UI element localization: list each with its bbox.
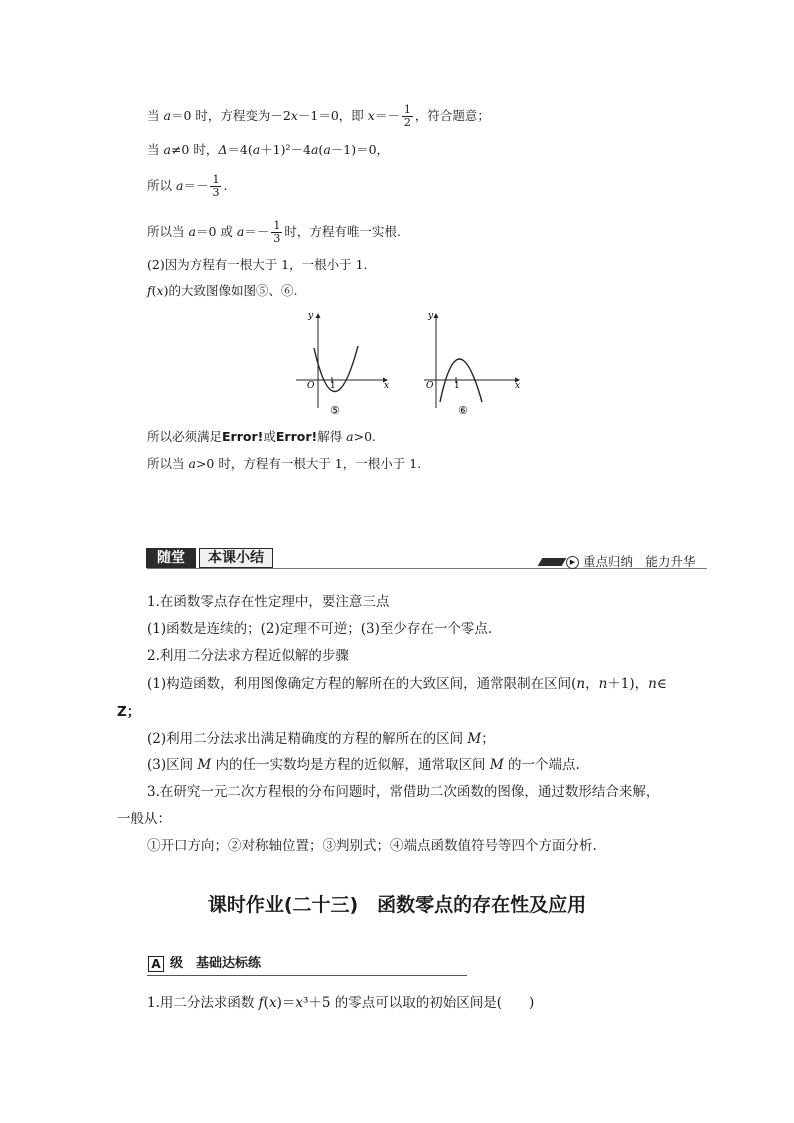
banner-tag-suitang: 随堂 [146, 548, 196, 568]
solution-line-4: 所以当 a＝0 或 a＝－ $\frac{1}{3}$ 时，方程有唯一实根. [147, 219, 401, 245]
question-1: 1.用二分法求函数 f(x)＝x³＋5 的零点可以取的初始区间是( ) [147, 995, 535, 1011]
fig5-one-label: 1 [330, 381, 336, 391]
fig5-y-arrow [316, 313, 321, 318]
fig5-parabola [314, 346, 358, 392]
fig6-y-arrow [434, 313, 439, 318]
fig6-origin: O [426, 381, 434, 391]
solution-line-1: 当 a＝0 时，方程变为－2x－1＝0，即 x＝－ $\frac{1}{2}$ ，符合题意； [147, 103, 490, 129]
summary-point-1: 1.在函数零点存在性定理中，要注意三点 [147, 594, 390, 610]
figure-6 [418, 308, 528, 420]
fig5-origin: O [307, 381, 315, 391]
solution-line-5: (2)因为方程有一根大于 1，一根小于 1. [147, 257, 368, 272]
fraction-one-third: $\frac{1}{3}$ [212, 173, 220, 199]
fig5-caption: ⑤ [330, 404, 340, 417]
level-a-label: 级 基础达标练 [170, 956, 262, 971]
solution-line-3: 所以 a＝－ $\frac{1}{3}$ . [147, 173, 228, 199]
solution-line-8: 所以当 a>0 时，方程有一根大于 1，一根小于 1. [147, 456, 422, 471]
fig5-y-label: y [308, 311, 314, 321]
banner-accent-bar [538, 558, 567, 566]
summary-step-3: (3)区间 M 内的任一实数均是方程的近似解，通常取区间 M 的一个端点. [147, 757, 580, 773]
fig6-x-label: x [515, 381, 521, 391]
summary-point-2: 2.利用二分法求方程近似解的步骤 [147, 648, 349, 664]
fraction-one-third-b: $\frac{1}{3}$ [273, 219, 281, 245]
banner-tag-summary: 本课小结 [199, 548, 273, 568]
homework-title: 课时作业(二十三) 函数零点的存在性及应用 [207, 894, 587, 916]
summary-point-3: 3.在研究一元二次方程根的分布问题时，常借助二次函数的图像，通过数形结合来解， [147, 784, 660, 800]
summary-point-3-list: ①开口方向；②对称轴位置；③判别式；④端点函数值符号等四个方面分析. [147, 838, 597, 854]
play-icon: ▶ [566, 556, 579, 569]
fig6-caption: ⑥ [458, 404, 468, 417]
solution-line-7: 所以必须满足Error!或Error!解得 a>0. [147, 429, 377, 444]
figure-5 [290, 308, 400, 420]
summary-step-1-cont: Z； [117, 704, 141, 720]
solution-line-2: 当 a≠0 时，Δ＝4(a＋1)²－4a(a－1)＝0， [147, 142, 390, 157]
fig6-y-label: y [428, 311, 434, 321]
banner-right-label: ▶ 重点归纳 能力升华 [566, 554, 696, 570]
summary-step-2: (2)利用二分法求出满足精确度的方程的解所在的区间 M； [147, 731, 495, 747]
summary-point-3-cont: 一般从： [117, 811, 171, 827]
summary-point-1-detail: (1)函数是连续的；(2)定理不可逆；(3)至少存在一个零点. [147, 621, 493, 637]
fig6-one-label: 1 [454, 381, 460, 391]
summary-step-1: (1)构造函数，利用图像确定方程的解所在的大致区间，通常限制在区间(n，n＋1)，n∈ [147, 676, 667, 692]
fraction-one-half: $\frac{1}{2}$ [403, 103, 411, 129]
solution-line-6: f(x)的大致图像如图⑤、⑥. [147, 283, 298, 298]
fig5-x-label: x [384, 381, 390, 391]
level-a-box: A [148, 956, 164, 972]
level-rule [147, 975, 467, 976]
